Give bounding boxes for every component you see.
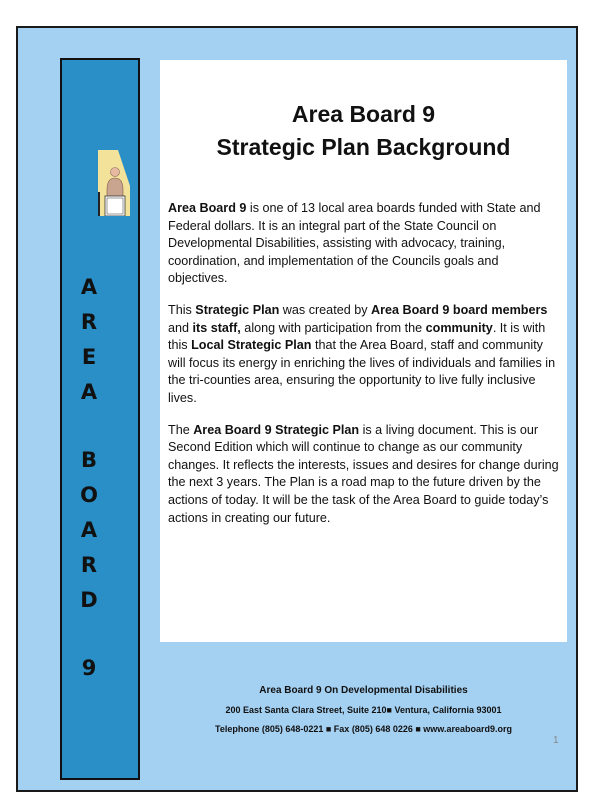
footer-address: 200 East Santa Clara Street, Suite 210■ Ventura, California 93001 xyxy=(225,705,502,715)
title-line-2: Strategic Plan Background xyxy=(216,134,511,160)
text: was created by xyxy=(279,302,371,317)
body-text xyxy=(168,200,561,541)
bold-text: Strategic Plan xyxy=(195,302,280,317)
sidebar-letter: A xyxy=(80,380,98,404)
sidebar-letter: O xyxy=(80,483,98,507)
sidebar-letter: E xyxy=(81,345,97,369)
sidebar-letter: A xyxy=(80,518,98,542)
bold-text: its staff, xyxy=(192,320,241,335)
title-line-1: Area Board 9 xyxy=(291,101,436,127)
sidebar-letter: B xyxy=(80,448,97,472)
sidebar-letter: D xyxy=(80,588,98,612)
paragraph-plan xyxy=(168,302,561,408)
page-title xyxy=(160,98,567,164)
text: and xyxy=(168,320,193,335)
text: This xyxy=(168,302,196,317)
page-number: 1 xyxy=(553,735,559,746)
paragraph-intro xyxy=(168,200,561,288)
sidebar-letter: 9 xyxy=(81,656,97,680)
sidebar-letter: A xyxy=(80,275,98,299)
text: that the Area Board, staff and community will focus its energy in enriching the lives of individuals and families in the tri-counties area, ensuring the opportunity to live fully inclusive lives. xyxy=(168,338,556,405)
text: is a living document. This is our Second Edition which will continue to change as our community changes. It reflects the interests, issues and desires for change during the next 3 years. The Plan is a road map to the future driven by the actions of today. It will be the task of the Area Board to guide today’s actions in creating our future. xyxy=(168,422,559,525)
text: along with participation from the xyxy=(240,320,426,335)
footer-contact: Telephone (805) 648-0221 ■ Fax (805) 648 0226 ■ www.areaboard9.org xyxy=(214,724,512,734)
area-board-logo-icon xyxy=(96,150,132,216)
bold-text: Area Board 9 Strategic Plan xyxy=(193,422,360,437)
bold-text: Area Board 9 board members xyxy=(371,302,548,317)
sidebar-letter: R xyxy=(80,310,98,334)
text: The xyxy=(168,422,194,437)
bold-text: Area Board 9 xyxy=(168,201,247,215)
footer-org: Area Board 9 On Developmental Disabilities xyxy=(259,685,468,696)
text: . It is with this xyxy=(168,320,546,353)
bold-text: community xyxy=(425,320,493,335)
bold-text: Local Strategic Plan xyxy=(191,338,312,353)
paragraph-living-document xyxy=(168,422,561,528)
text: is one of 13 local area boards funded with State and Federal dollars. It is an integral part of the State Council on Developmental Disabilities, assisting with advocacy, training, coordination, and implementation of the Councils goals and objectives. xyxy=(168,201,541,286)
sidebar-letter: R xyxy=(80,553,98,577)
